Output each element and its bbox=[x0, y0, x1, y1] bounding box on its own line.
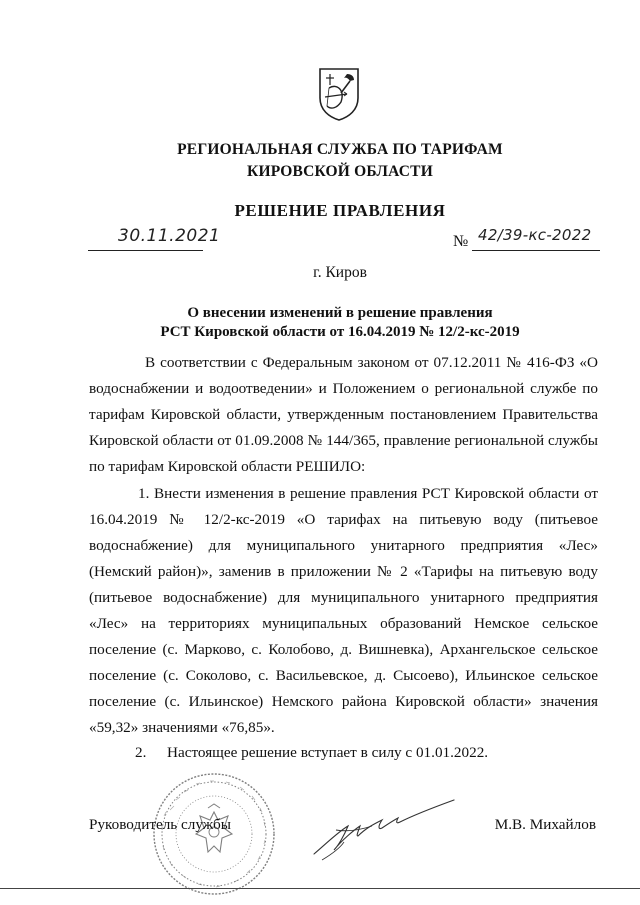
date-underline bbox=[88, 250, 203, 251]
number-underline bbox=[472, 250, 600, 251]
handwritten-date: 30.11.2021 bbox=[118, 226, 221, 246]
coat-of-arms-icon bbox=[317, 66, 361, 122]
official-seal-icon bbox=[150, 770, 278, 898]
document-type-heading: РЕШЕНИЕ ПРАВЛЕНИЯ bbox=[234, 201, 446, 220]
signatory-name: М.В. Михайлов bbox=[494, 816, 596, 833]
clause-2-text: Настоящее решение вступает в силу с 01.01.2022. bbox=[167, 744, 489, 761]
subject-line2: РСТ Кировской области от 16.04.2019 № 12/2-кс-2019 bbox=[160, 324, 520, 340]
handwritten-signature-icon bbox=[308, 796, 468, 866]
clause-1-paragraph: 1. Внести изменения в решение правления РСТ Кировской области от 16.04.2019 № 12/2-кс-2019 «О тарифах на питьевую воду (питьевое водоснабжение) для муниципального унитарного предприятия «Лес» (Немский район)», заменив в приложении № 2 «Тарифы на питьевую воду (питьевое водоснабжение) для муниципального унитарного предприятия «Лес» на территориях муниципальных образований Немское сельское поселение (с. Марково, с. Колобово, д. Вишневка), Архангельское сельское поселение (с. Соколово, с. Васильевское, д. Сысоево), Ильинское сельское поселение (с. Ильинское) Немского района Кировской области» значения «59,32» значениями «76,85». bbox=[89, 485, 598, 736]
page-bottom-rule bbox=[0, 888, 640, 889]
city-label: г. Киров bbox=[313, 264, 367, 281]
number-sign: № bbox=[453, 233, 469, 250]
organization-name-line2: КИРОВСКОЙ ОБЛАСТИ bbox=[247, 163, 433, 180]
preamble-paragraph: В соответствии с Федеральным законом от 07.12.2011 № 416-ФЗ «О водоснабжении и водоотведении» и Положением о региональной службе по тарифам Кировской области, утвержденным постановлением Правительства Кировской области от 01.09.2008 № 144/365, правление региональной службы по тарифам Кировской области РЕШИЛО: bbox=[89, 354, 598, 475]
signatory-position: Руководитель службы bbox=[89, 816, 231, 833]
subject-line1: О внесении изменений в решение правления bbox=[187, 305, 493, 321]
handwritten-document-number: 42/39-кс-2022 bbox=[478, 226, 592, 244]
clause-2-number: 2. bbox=[135, 744, 147, 761]
clause-2 bbox=[135, 744, 488, 762]
organization-name-line1: РЕГИОНАЛЬНАЯ СЛУЖБА ПО ТАРИФАМ bbox=[177, 141, 503, 158]
